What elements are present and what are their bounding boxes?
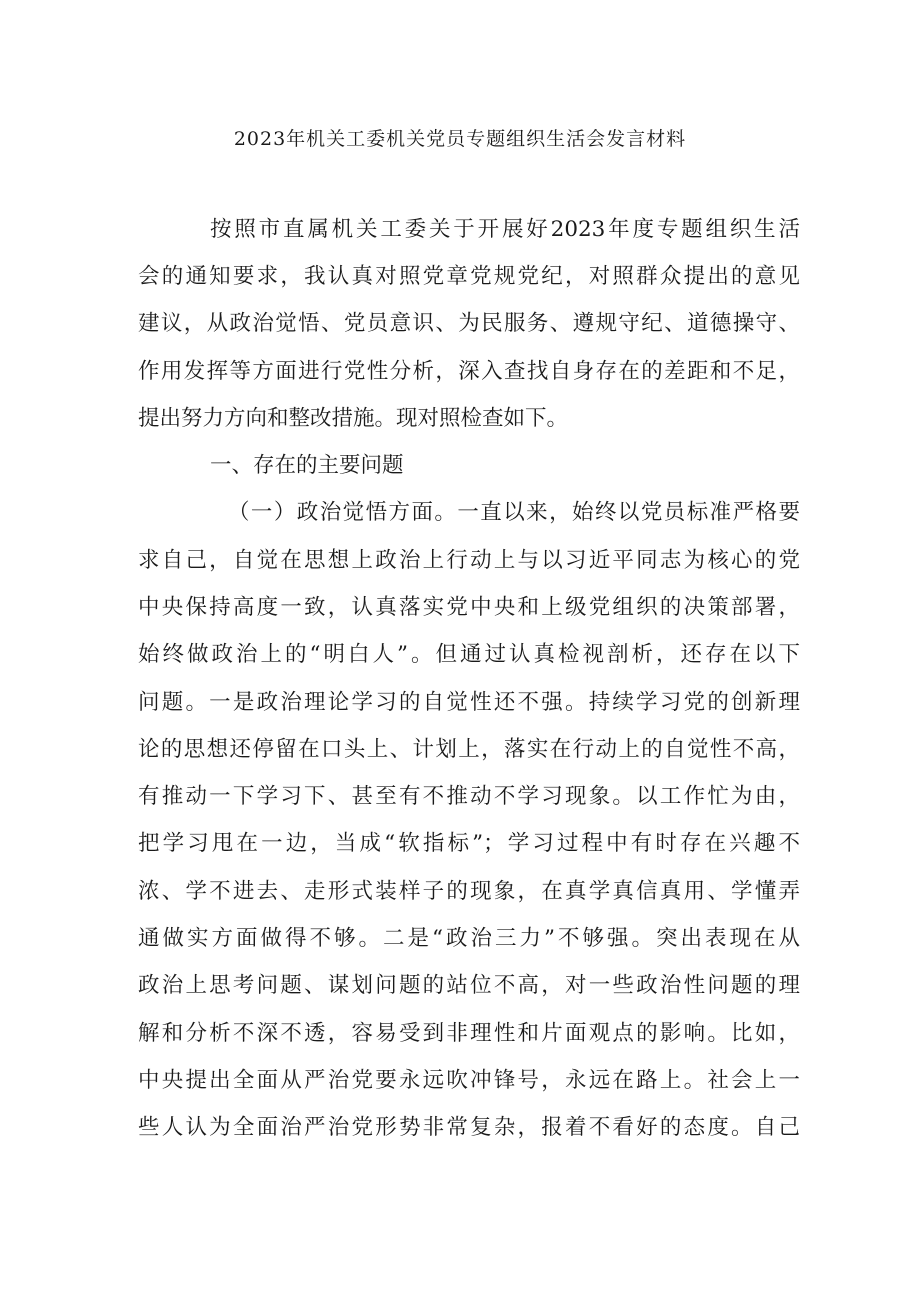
paragraph-line: 问题。一是政治理论学习的自觉性还不强。持续学习党的创新理 bbox=[138, 690, 800, 715]
section-heading: 一、存在的主要问题 bbox=[210, 453, 404, 478]
paragraph-line: 提出努力方向和整改措施。现对照检查如下。 bbox=[138, 406, 569, 431]
document-title: 2023年机关工委机关党员专题组织生活会发言材料 bbox=[233, 128, 687, 150]
paragraph-line: 中央提出全面从严治党要永远吹冲锋号，永远在路上。社会上一 bbox=[138, 1068, 800, 1093]
paragraph-line: 论的思想还停留在口头上、计划上，落实在行动上的自觉性不高， bbox=[138, 737, 800, 762]
paragraph-line: 始终做政治上的“明白人”。但通过认真检视剖析，还存在以下 bbox=[138, 642, 800, 667]
paragraph-line: 求自己，自觉在思想上政治上行动上与以习近平同志为核心的党 bbox=[138, 548, 800, 573]
paragraph-line: 中央保持高度一致，认真落实党中央和上级党组织的决策部署， bbox=[138, 595, 800, 620]
paragraph-line: 些人认为全面治严治党形势非常复杂，报着不看好的态度。自己 bbox=[138, 1115, 800, 1140]
paragraph-line: 政治上思考问题、谋划问题的站位不高，对一些政治性问题的理 bbox=[138, 973, 800, 998]
paragraph-line: 解和分析不深不透，容易受到非理性和片面观点的影响。比如， bbox=[138, 1021, 800, 1046]
paragraph-line: 作用发挥等方面进行党性分析，深入查找自身存在的差距和不足， bbox=[138, 359, 800, 384]
paragraph-line: 把学习甩在一边，当成“软指标”；学习过程中有时存在兴趣不 bbox=[138, 831, 800, 856]
paragraph-line: （一）政治觉悟方面。一直以来，始终以党员标准严格要 bbox=[228, 500, 800, 525]
paragraph-line: 通做实方面做得不够。二是“政治三力”不够强。突出表现在从 bbox=[138, 926, 800, 951]
paragraph-line: 浓、学不进去、走形式装样子的现象，在真学真信真用、学懂弄 bbox=[138, 879, 800, 904]
paragraph-line: 会的通知要求，我认真对照党章党规党纪，对照群众提出的意见 bbox=[138, 264, 800, 289]
paragraph-line: 有推动一下学习下、甚至有不推动不学习现象。以工作忙为由， bbox=[138, 784, 800, 809]
paragraph-line: 按照市直属机关工委关于开展好2023年度专题组织生活 bbox=[210, 217, 800, 242]
paragraph-line: 建议，从政治觉悟、党员意识、为民服务、遵规守纪、道德操守、 bbox=[138, 311, 800, 336]
